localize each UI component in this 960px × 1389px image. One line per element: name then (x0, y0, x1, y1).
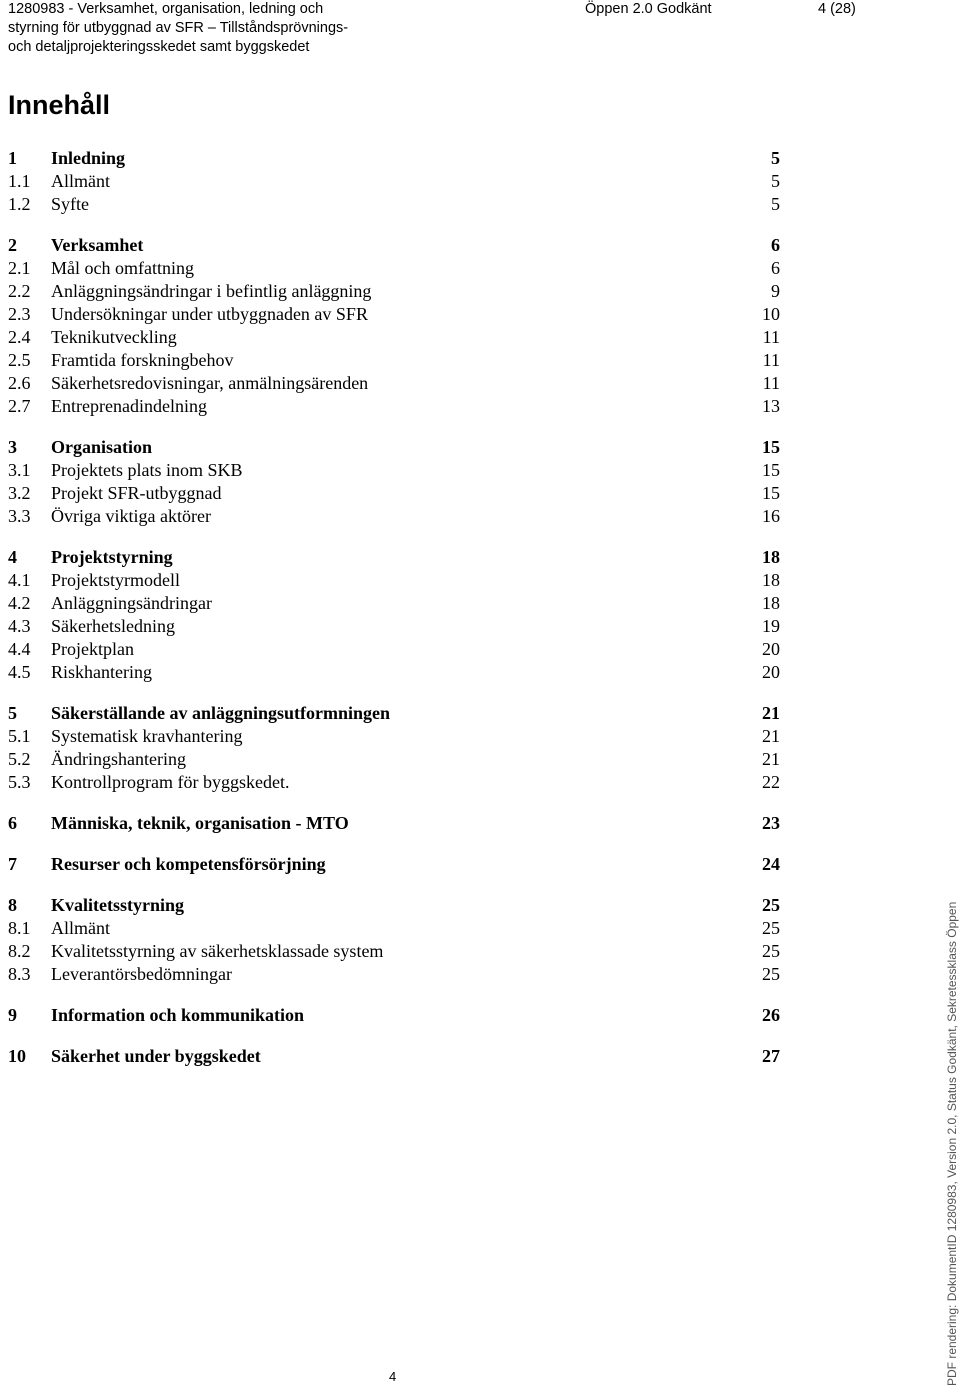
toc-entry-title: Allmänt (51, 171, 110, 191)
toc-entry-page: 11 (762, 373, 780, 393)
toc-entry-title: Riskhantering (51, 662, 152, 682)
toc-entry-number: 8.1 (8, 918, 31, 938)
toc-entry-number: 4.2 (8, 593, 31, 613)
toc-entry-page: 10 (762, 304, 780, 324)
toc-entry[interactable] (8, 661, 780, 684)
toc-entry-number: 1.2 (8, 194, 31, 214)
toc-entry[interactable] (8, 280, 780, 303)
toc-entry[interactable] (8, 963, 780, 986)
toc-entry-title: Övriga viktiga aktörer (51, 506, 211, 526)
toc-entry-number: 3.3 (8, 506, 31, 526)
toc-entry[interactable] (8, 940, 780, 963)
toc-entry-page: 21 (762, 749, 780, 769)
toc-entry-title: Projektets plats inom SKB (51, 460, 243, 480)
toc-entry[interactable] (8, 853, 780, 876)
toc-entry[interactable] (8, 395, 780, 418)
toc-entry[interactable] (8, 546, 780, 569)
toc-entry-page: 20 (762, 662, 780, 682)
toc-entry-title: Systematisk kravhantering (51, 726, 243, 746)
toc-entry-title: Säkerhet under byggskedet (51, 1046, 261, 1066)
toc-entry-page: 21 (762, 726, 780, 746)
toc-entry[interactable] (8, 917, 780, 940)
toc-section (8, 812, 780, 835)
footer-page-number: 4 (389, 1369, 397, 1384)
toc-entry-page: 25 (762, 964, 780, 984)
toc-entry[interactable] (8, 234, 780, 257)
toc-entry-title: Projektplan (51, 639, 134, 659)
toc-entry-page: 27 (762, 1046, 780, 1066)
toc-section (8, 894, 780, 986)
toc-entry[interactable] (8, 436, 780, 459)
table-of-contents (8, 147, 780, 1086)
toc-entry-page: 25 (762, 941, 780, 961)
toc-entry-title: Projektstyrmodell (51, 570, 180, 590)
toc-entry-number: 8 (8, 895, 17, 915)
toc-entry[interactable] (8, 592, 780, 615)
toc-entry[interactable] (8, 748, 780, 771)
toc-entry-number: 3 (8, 437, 17, 457)
toc-section (8, 1004, 780, 1027)
toc-entry[interactable] (8, 303, 780, 326)
toc-entry-page: 18 (762, 547, 780, 567)
toc-entry[interactable] (8, 638, 780, 661)
toc-entry-title: Mål och omfattning (51, 258, 194, 278)
toc-entry-number: 4.1 (8, 570, 31, 590)
toc-entry-title: Anläggningsändringar (51, 593, 212, 613)
toc-entry-number: 2.6 (8, 373, 31, 393)
toc-entry[interactable] (8, 349, 780, 372)
toc-entry[interactable] (8, 257, 780, 280)
toc-entry-title: Inledning (51, 148, 126, 168)
toc-entry[interactable] (8, 569, 780, 592)
toc-entry-page: 11 (762, 327, 780, 347)
toc-entry-number: 4.3 (8, 616, 31, 636)
toc-entry-page: 5 (771, 148, 780, 168)
page-title: Innehåll (8, 90, 111, 120)
toc-entry[interactable] (8, 771, 780, 794)
toc-entry[interactable] (8, 193, 780, 216)
toc-entry-page: 25 (762, 895, 780, 915)
toc-entry[interactable] (8, 482, 780, 505)
toc-entry-page: 6 (771, 258, 780, 278)
toc-entry[interactable] (8, 147, 780, 170)
toc-entry[interactable] (8, 1004, 780, 1027)
document-header (8, 0, 858, 56)
toc-entry[interactable] (8, 505, 780, 528)
toc-entry-title: Verksamhet (51, 235, 144, 255)
toc-entry[interactable] (8, 459, 780, 482)
toc-entry[interactable] (8, 372, 780, 395)
toc-entry-number: 1 (8, 148, 17, 168)
header-title-line-2: styrning för utbyggnad av SFR – Tillståndsprövnings- (8, 20, 349, 36)
toc-entry-number: 1.1 (8, 171, 31, 191)
toc-entry-title: Anläggningsändringar i befintlig anläggning (51, 281, 372, 301)
toc-entry-page: 5 (771, 194, 780, 214)
toc-entry-title: Kontrollprogram för byggskedet. (51, 772, 290, 792)
toc-section (8, 147, 780, 216)
toc-entry-number: 9 (8, 1005, 17, 1025)
toc-entry-number: 5.1 (8, 726, 31, 746)
toc-entry-title: Organisation (51, 437, 153, 457)
toc-entry-page: 16 (762, 506, 780, 526)
toc-entry-number: 8.3 (8, 964, 31, 984)
toc-entry-number: 5 (8, 703, 17, 723)
toc-entry[interactable] (8, 812, 780, 835)
toc-entry-number: 4.4 (8, 639, 31, 659)
toc-entry-page: 23 (762, 813, 780, 833)
toc-entry-page: 11 (762, 350, 780, 370)
toc-entry-number: 4 (8, 547, 17, 567)
toc-section (8, 234, 780, 418)
header-title-line-3: och detaljprojekteringsskedet samt byggskedet (8, 39, 310, 55)
toc-entry-page: 15 (762, 437, 780, 457)
toc-entry-page: 25 (762, 918, 780, 938)
toc-entry-number: 2.4 (8, 327, 31, 347)
toc-entry-number: 4.5 (8, 662, 31, 682)
toc-entry-page: 18 (762, 593, 780, 613)
toc-entry-number: 2 (8, 235, 17, 255)
toc-entry-number: 5.3 (8, 772, 31, 792)
toc-entry-number: 7 (8, 854, 17, 874)
toc-entry[interactable] (8, 1045, 780, 1068)
toc-section (8, 1045, 780, 1068)
toc-entry-number: 10 (8, 1046, 26, 1066)
toc-entry-title: Projekt SFR-utbyggnad (51, 483, 222, 503)
toc-entry-title: Resurser och kompetensförsörjning (51, 854, 326, 874)
toc-entry-title: Syfte (51, 194, 89, 214)
header-title-line-1: 1280983 - Verksamhet, organisation, ledning och (8, 1, 324, 17)
toc-entry-title: Allmänt (51, 918, 110, 938)
toc-entry-page: 15 (762, 460, 780, 480)
toc-entry-number: 3.2 (8, 483, 31, 503)
toc-entry-page: 18 (762, 570, 780, 590)
toc-entry-page: 5 (771, 171, 780, 191)
toc-entry-page: 21 (762, 703, 780, 723)
toc-entry-number: 2.3 (8, 304, 31, 324)
toc-entry-title: Säkerhetsredovisningar, anmälningsärenden (51, 373, 369, 393)
toc-entry[interactable] (8, 702, 780, 725)
toc-entry-page: 13 (762, 396, 780, 416)
toc-entry-title: Ändringshantering (51, 749, 186, 769)
toc-entry-title: Information och kommunikation (51, 1005, 305, 1025)
toc-entry-number: 2.5 (8, 350, 31, 370)
toc-entry-title: Människa, teknik, organisation - MTO (51, 813, 349, 833)
toc-section (8, 546, 780, 684)
toc-entry-page: 9 (771, 281, 780, 301)
toc-section (8, 436, 780, 528)
toc-entry-page: 19 (762, 616, 780, 636)
toc-entry-number: 8.2 (8, 941, 31, 961)
toc-entry[interactable] (8, 170, 780, 193)
toc-entry-page: 22 (762, 772, 780, 792)
toc-entry[interactable] (8, 725, 780, 748)
header-status: Öppen 2.0 Godkänt (585, 1, 712, 17)
header-page-count: 4 (28) (818, 1, 856, 17)
toc-section (8, 853, 780, 876)
toc-entry-title: Säkerhetsledning (51, 616, 175, 636)
toc-entry-title: Kvalitetsstyrning (51, 895, 184, 915)
toc-entry-page: 20 (762, 639, 780, 659)
toc-entry[interactable] (8, 894, 780, 917)
toc-entry-number: 3.1 (8, 460, 31, 480)
toc-entry-title: Kvalitetsstyrning av säkerhetsklassade system (51, 941, 384, 961)
toc-entry[interactable] (8, 326, 780, 349)
toc-entry-title: Leverantörsbedömningar (51, 964, 232, 984)
toc-entry-title: Undersökningar under utbyggnaden av SFR (51, 304, 368, 324)
toc-entry-number: 6 (8, 813, 17, 833)
toc-entry-page: 15 (762, 483, 780, 503)
toc-entry-title: Framtida forskningbehov (51, 350, 234, 370)
toc-section (8, 702, 780, 794)
toc-entry-title: Entreprenadindelning (51, 396, 207, 416)
toc-entry-page: 24 (762, 854, 780, 874)
toc-entry-number: 2.2 (8, 281, 31, 301)
side-watermark-text: PDF rendering: DokumentID 1280983, Version 2.0, Status Godkänt, Sekretessklass Öppen (945, 901, 959, 1386)
toc-entry[interactable] (8, 615, 780, 638)
toc-entry-title: Projektstyrning (51, 547, 173, 567)
toc-entry-title: Teknikutveckling (51, 327, 177, 347)
toc-entry-page: 6 (771, 235, 780, 255)
toc-entry-number: 2.1 (8, 258, 31, 278)
toc-entry-number: 5.2 (8, 749, 31, 769)
toc-entry-title: Säkerställande av anläggningsutformningen (51, 703, 391, 723)
toc-entry-number: 2.7 (8, 396, 31, 416)
toc-entry-page: 26 (762, 1005, 780, 1025)
